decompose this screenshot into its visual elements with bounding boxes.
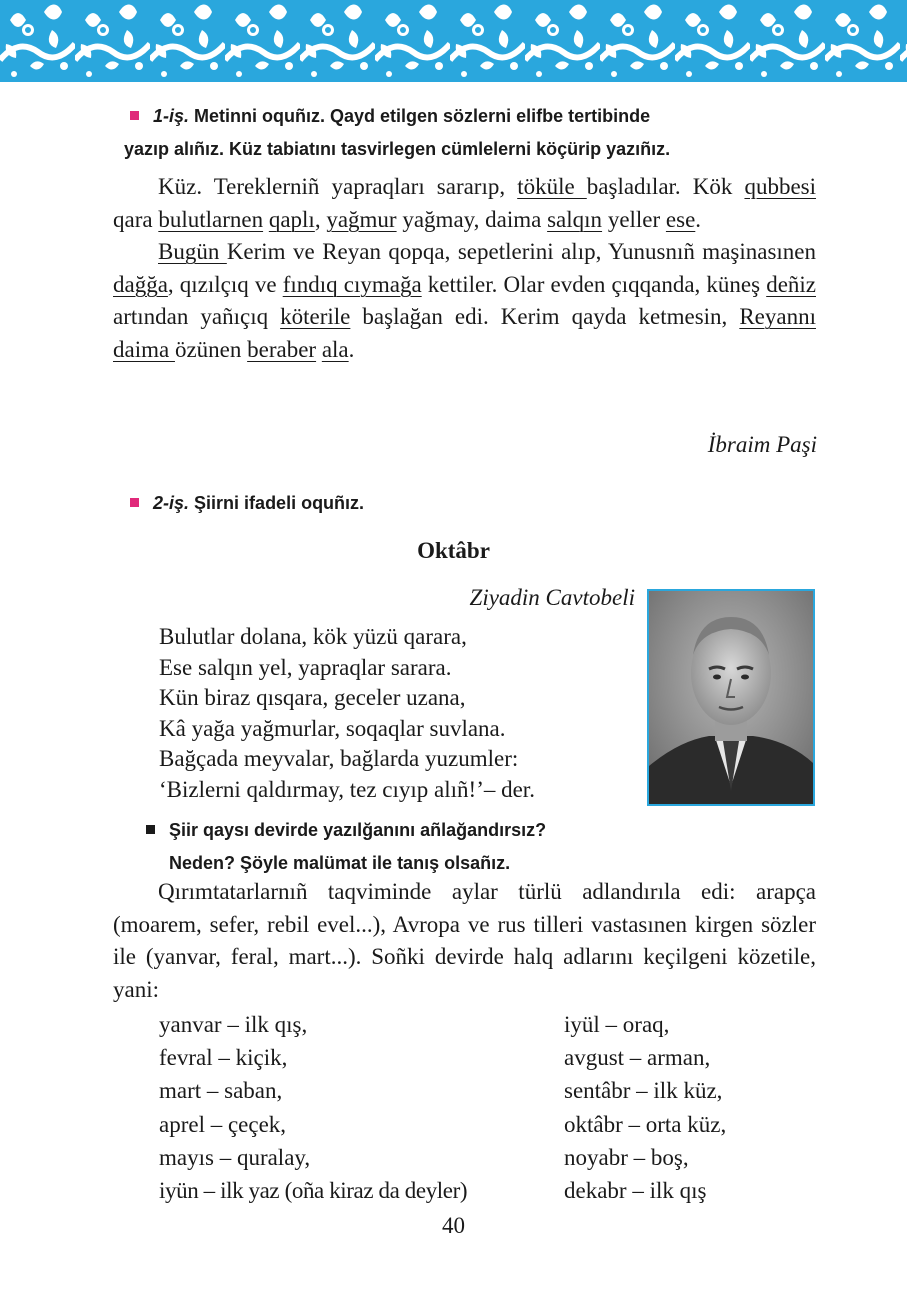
month-item: fevral – kiçik, (159, 1045, 288, 1071)
page-number: 40 (442, 1213, 465, 1238)
marked-word: ala (321, 336, 349, 362)
text-passage-2 (113, 876, 816, 1006)
months-right-column (564, 1008, 726, 1207)
marked-word: köterile (280, 304, 351, 329)
month-item: mart – saban, (159, 1078, 283, 1104)
task-text: yazıp alıñız. Küz tabiatını tasvirlegen cümlelerni köçürip yazıñız. (124, 139, 671, 159)
poem-line: Kün biraz qısqara, geceler uzana, (159, 685, 466, 710)
portrait-photo-icon (649, 591, 813, 804)
poem-line: ‘Bizlerni qaldırmay, tez cıyıp alıñ!’– der. (159, 776, 535, 802)
marked-word: Bugün (158, 239, 227, 264)
text-run: Küz. Tereklerniñ yapraqları sararıp, (158, 174, 518, 199)
month-item: aprel – çeçek, (159, 1111, 287, 1137)
poem-line: Bulutlar dolana, kök yüzü qarara, (159, 624, 467, 649)
task-number: 2-iş. (153, 493, 190, 513)
month-item: mayıs – quralay, (159, 1144, 311, 1170)
author-portrait (647, 589, 815, 806)
marked-word: bulutlarnen (158, 206, 264, 232)
marked-word: salqın (547, 206, 603, 232)
month-item: yanvar – ilk qış, (159, 1012, 308, 1037)
question-heading (146, 814, 546, 847)
task-2-heading (130, 487, 364, 520)
square-bullet-icon (130, 111, 139, 120)
text-run: artından yañıçıq (113, 304, 281, 329)
month-item: avgust – arman, (564, 1045, 711, 1071)
text-run: başladılar. Kök (586, 174, 745, 199)
decorative-banner (0, 0, 907, 82)
text-run: . (348, 336, 355, 362)
month-item: sentâbr – ilk küz, (564, 1078, 723, 1104)
poem-body (159, 622, 535, 805)
poem-line: Ese salqın yel, yapraqlar sarara. (159, 654, 452, 680)
marked-word: yağmur (326, 206, 397, 232)
task-number: 1-iş. (153, 106, 190, 126)
marked-word: fındıq cıymağa (282, 271, 422, 297)
poem-line: Bağçada meyvalar, bağlarda yuzumler: (159, 746, 519, 771)
floral-pattern-icon (0, 0, 907, 82)
text-run: , qızılçıq ve (167, 271, 283, 297)
poem-author: Ziyadin Cavtobeli (469, 585, 635, 610)
passage-author: İbraim Paşi (707, 432, 817, 457)
task-1-heading-cont (124, 133, 670, 166)
month-item: dekabr – ilk qış (564, 1178, 707, 1204)
paragraph-3: Qırımtatarlarnıñ taqviminde aylar türlü adlandırıla edi: arapça (moarem, sefer, rebil evel...), Avropa ve rus tilleri vastasınen kirgen sözler ile (yanvar, feral, mart...). Soñki devirde halq adlarını keçilgeni közetile, yani: (113, 879, 816, 1002)
question-text: Şiir qaysı devirde yazılğanını añlağandırsız? (169, 820, 547, 840)
marked-word: ese (665, 206, 696, 232)
task-text: Metinni oquñız. Qayd etilgen sözlerni elifbe tertibinde (194, 106, 651, 126)
month-item: oktâbr – orta küz, (564, 1111, 727, 1137)
paragraph-2 (113, 236, 816, 366)
text-run: başlağan edi. Kerim qayda ketmesin, (350, 304, 740, 329)
months-left-column (159, 1008, 467, 1207)
text-run: yağmay, daima (396, 206, 548, 232)
square-bullet-icon (130, 498, 139, 507)
text-run: qara (113, 206, 159, 232)
marked-word: qaplı (268, 206, 315, 232)
marked-word: qubbesi (744, 174, 817, 199)
text-run: kettiler. Olar evden çıqqanda, küneş (421, 271, 767, 297)
month-item: noyabr – boş, (564, 1144, 689, 1170)
text-run: özünen (174, 336, 248, 362)
text-run: . (695, 206, 702, 232)
month-item: iyün – ilk yaz (oña kiraz da deyler) (159, 1178, 468, 1204)
text-passage-1 (113, 171, 816, 366)
poem-line: Kâ yağa yağmurlar, soqaqlar suvlana. (159, 715, 506, 741)
task-1-heading (130, 100, 650, 133)
poem-title: Oktâbr (417, 538, 490, 563)
marked-word: Reyannı daima (113, 304, 816, 362)
marked-word: töküle (517, 174, 587, 199)
square-bullet-icon (146, 825, 155, 834)
question-text: Neden? Şöyle malümat ile tanış olsañız. (169, 853, 511, 873)
text-run: , (314, 206, 327, 232)
marked-word: beraber (247, 336, 317, 362)
paragraph-1 (113, 171, 816, 236)
month-item: iyül – oraq, (564, 1012, 670, 1037)
task-text: Şiirni ifadeli oquñız. (194, 493, 365, 513)
marked-word: deñiz (766, 271, 816, 297)
text-run: Kerim ve Reyan qopqa, sepetlerini alıp, Yunusnıñ maşinasınen (226, 239, 817, 264)
marked-word: dağğa (113, 271, 168, 297)
text-run: yeller (602, 206, 666, 232)
